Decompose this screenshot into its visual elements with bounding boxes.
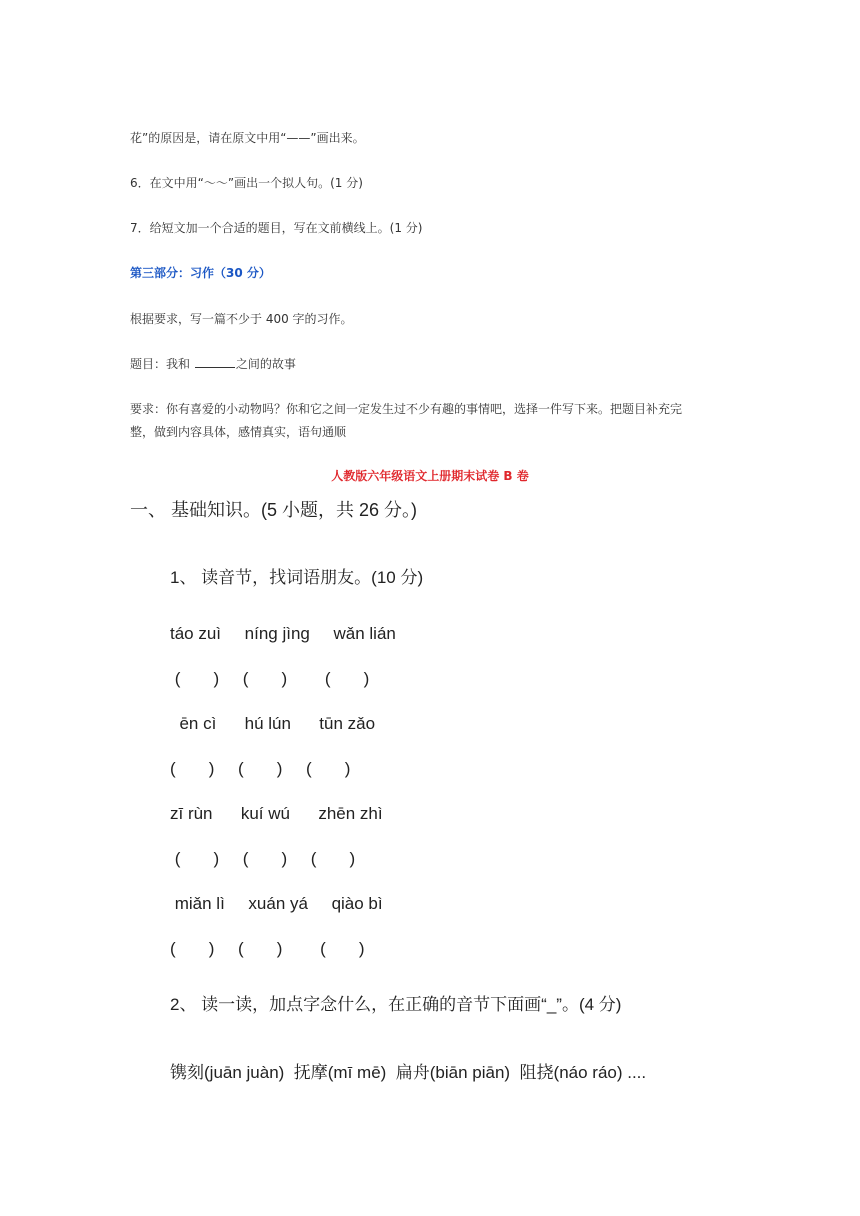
exam-title: 人教版六年级语文上册期末试卷 B 卷: [331, 469, 529, 483]
requirement-line-2: 整，做到内容具体，感情真实，语句通顺: [130, 425, 347, 439]
question-1-heading: 1、 读音节，找词语朋友。(10 分): [170, 568, 424, 587]
question-6: 6．在文中用“～～”画出一个拟人句。(1 分): [130, 176, 363, 190]
topic-suffix: 之间的故事: [235, 357, 296, 371]
pinyin-row-2: ēn cì hú lún tūn zǎo: [170, 714, 376, 733]
answer-blanks-row-4: ( ) ( ) ( ): [170, 939, 365, 958]
part3-heading: 第三部分：习作（30 分）: [130, 266, 271, 280]
writing-topic: [130, 356, 296, 372]
section-1-heading: 一、 基础知识。(5 小题，共 26 分。): [130, 500, 418, 520]
pinyin-row-3: zī rùn kuí wú zhēn zhì: [170, 804, 383, 823]
question-2-heading: 2、 读一读，加点字念什么，在正确的音节下面画“_”。(4 分): [170, 995, 622, 1014]
pinyin-row-1: táo zuì níng jìng wǎn lián: [170, 624, 396, 643]
question-7: 7．给短文加一个合适的题目，写在文前横线上。(1 分): [130, 221, 423, 235]
answer-blanks-row-2: ( ) ( ) ( ): [170, 759, 351, 778]
pinyin-row-4: miǎn lì xuán yá qiào bì: [170, 894, 383, 913]
topic-prefix: 题目：我和: [130, 357, 194, 371]
question-2-content: 镌刻(juān juàn) 抚摩(mī mē) 扁舟(biān piān) 阻挠(náo ráo) ....: [170, 1063, 647, 1082]
text-line: 花”的原因是，请在原文中用“——”画出来。: [130, 131, 365, 145]
requirement-line-1: 要求：你有喜爱的小动物吗？你和它之间一定发生过不少有趣的事情吧，选择一件写下来。把题目补充完: [130, 402, 683, 416]
answer-blanks-row-1: ( ) ( ) ( ): [170, 669, 370, 688]
topic-blank: [195, 356, 235, 368]
writing-instruction: 根据要求，写一篇不少于 400 字的习作。: [130, 312, 353, 326]
answer-blanks-row-3: ( ) ( ) ( ): [170, 849, 356, 868]
